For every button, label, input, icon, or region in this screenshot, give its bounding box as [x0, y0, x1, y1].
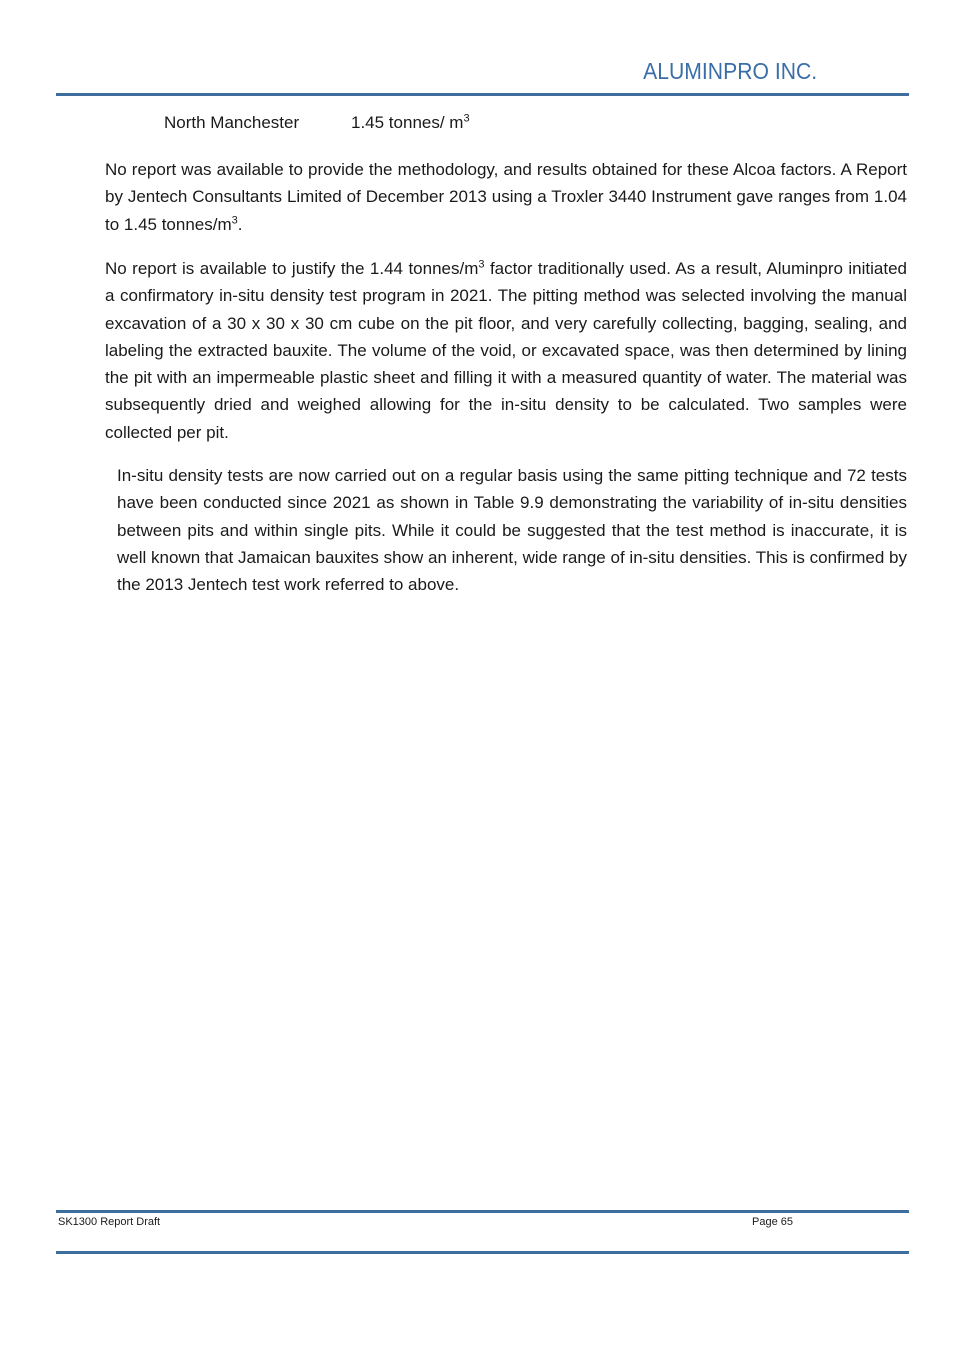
density-location: North Manchester [164, 113, 300, 132]
paragraph-density-tests: In-situ density tests are now carried out on a regular basis using the same pitting technique and 72 tests have been conducted since 2021 as shown in Table 9.9 demonstrating the variability of in-situ densities between pits and within single pits. While it could be suggested that the test method is inaccurate, it is well known that Jamaican bauxites show an inherent, wide range of in-situ densities. This is confirmed by the 2013 Jentech test work referred to above. [117, 466, 907, 595]
paragraph-2-superscript: 3 [478, 258, 485, 271]
density-value: 1.45 tonnes/ m [351, 113, 464, 132]
footer-divider-bottom [56, 1251, 909, 1254]
header-divider [56, 93, 909, 96]
paragraph-test-program [105, 255, 907, 446]
density-row [164, 113, 470, 133]
paragraph-1-superscript: 3 [231, 213, 238, 226]
density-superscript: 3 [463, 112, 470, 125]
paragraph-1-text: No report was available to provide the methodology, and results obtained for these Alcoa factors. A Report by Jentech Consultants Limited of December 2013 using a Troxler 3440 Instrument gave ranges from 1.04 to 1.45 tonnes/m [105, 160, 907, 234]
paragraph-1-end: . [237, 214, 243, 234]
company-header: ALUMINPRO INC. [642, 58, 817, 84]
paragraph-methodology [105, 156, 907, 238]
paragraph-2-text-end: factor traditionally used. As a result, Aluminpro initiated a confirmatory in-situ density test program in 2021. The pitting method was selected involving the manual excavation of a 30 x 30 x 30 cm cube on the pit floor, and very carefully collecting, bagging, sealing, and labeling the extracted bauxite. The volume of the void, or excavated space, was then determined by lining the pit with an impermeable plastic sheet and filling it with a measured quantity of water. The material was subsequently dried and weighed allowing for the in-situ density to be calculated. Two samples were collected per pit. [105, 259, 907, 442]
footer-page-number: Page 65 [752, 1216, 793, 1228]
footer-divider-top [56, 1210, 909, 1213]
footer-report-title: SK1300 Report Draft [58, 1216, 161, 1228]
paragraph-2-text-start: No report is available to justify the 1.44 tonnes/m [105, 259, 479, 278]
